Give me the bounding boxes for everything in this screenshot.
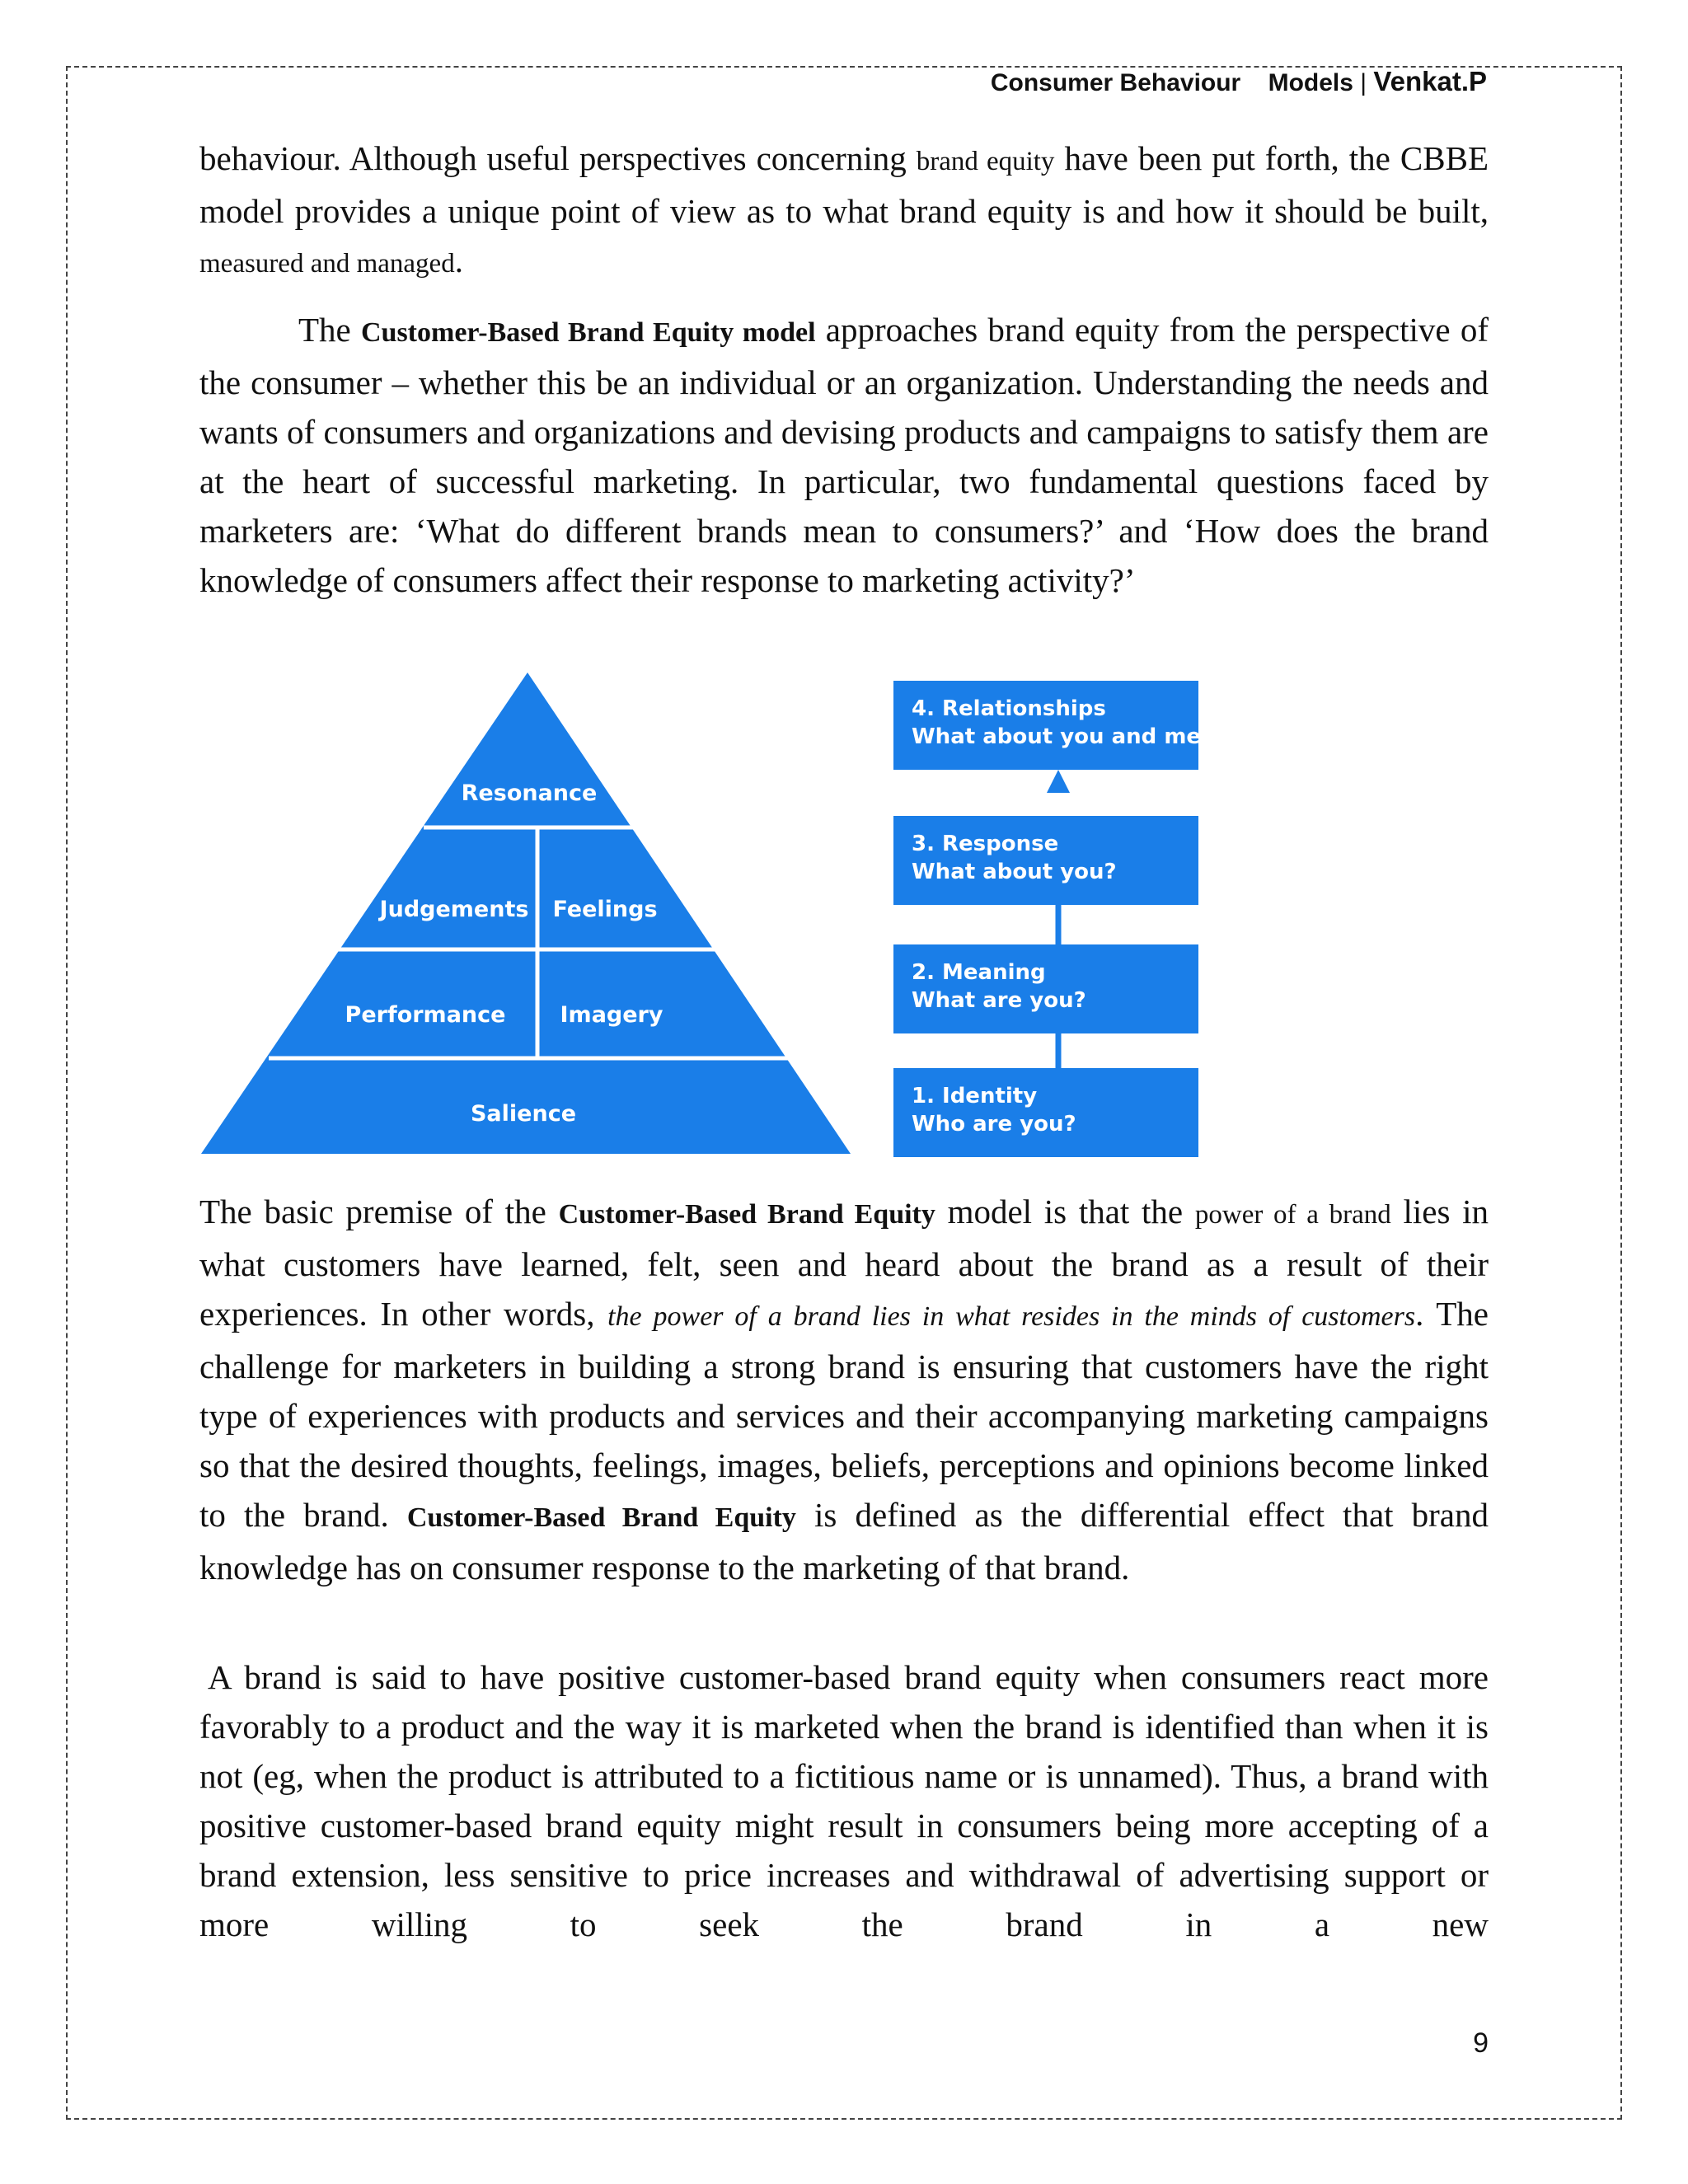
step-title-response: 3. Response [912, 832, 1059, 856]
step-title-meaning: 2. Meaning [912, 960, 1046, 985]
pyramid-judgements: Judgements [379, 897, 529, 922]
p1-measured-managed: measured and managed [199, 249, 455, 279]
p1-text-5: . [454, 241, 463, 279]
p1-text-3: have been put forth, the CBBE model provides a unique point of view as to what brand equity is and how it should be built, [199, 139, 1489, 230]
p3-text-9: is defined as the differential effect that brand knowledge has on consumer response to the marketing of that brand. [199, 1496, 1489, 1586]
p2-text-3: approaches brand equity from the perspective of the consumer – whether this be an individual or an organization. Understanding the needs and wants of consumers and organizations and devising products and campaigns to satisfy them are at the heart of successful marketing. In particular, two fundamental questions faced by marketers are: ‘What do different brands mean to consumers?’ and ‘How does the brand knowledge of consumers affect their response to marketing activity?’ [199, 311, 1489, 599]
p3-text-5: lies in what customers have learned, felt, seen and heard about the brand as a result of their experiences. In other words, [199, 1193, 1489, 1333]
cbbe-pyramid [201, 673, 851, 1154]
step-question-response: What about you? [912, 860, 1117, 884]
p3-cbbe: Customer-Based Brand Equity [558, 1199, 935, 1230]
step-title-identity: 1. Identity [912, 1084, 1038, 1108]
header-title: Consumer Behaviour [990, 69, 1241, 96]
step-question-identity: Who are you? [912, 1112, 1076, 1137]
step-title-relationships: 4. Relationships [912, 696, 1106, 721]
header-separator: | [1360, 69, 1367, 96]
p1-text-1: behaviour. Although useful perspectives concerning [199, 139, 917, 177]
p3-text-1: The basic premise of the [199, 1193, 559, 1230]
page-header [991, 66, 1487, 97]
cbbe-figure [199, 669, 1205, 1168]
p3-power-of-brand: power of a brand [1194, 1200, 1391, 1230]
pyramid-salience: Salience [470, 1101, 577, 1127]
p3-italic-quote: the power of a brand lies in what resides in the minds of customers [607, 1301, 1416, 1332]
pyramid-imagery: Imagery [560, 1002, 663, 1028]
p1-brand-equity: brand equity [916, 147, 1055, 176]
p3-cbbe-2: Customer-Based Brand Equity [406, 1502, 796, 1533]
cbbe-steps [893, 681, 1205, 1157]
arrow-up-icon [1047, 770, 1070, 793]
header-author: Venkat.P [1373, 66, 1487, 96]
paragraph-4 [199, 1652, 1489, 1949]
pyramid-performance: Performance [345, 1002, 506, 1028]
pyramid-resonance: Resonance [461, 780, 598, 806]
pyramid-feelings: Feelings [552, 897, 658, 922]
paragraph-3 [199, 1187, 1489, 1592]
p2-cbbe-model: Customer-Based Brand Equity model [360, 317, 816, 348]
step-question-relationships: What about you and me? [912, 724, 1205, 749]
header-subtitle: Models [1268, 69, 1353, 96]
page-number: 9 [1473, 2027, 1489, 2059]
p3-text-3: model is that the [935, 1193, 1195, 1230]
step-question-meaning: What are you? [912, 988, 1086, 1013]
p3-text-7: . The challenge for marketers in building a strong brand is ensuring that customers have the right type of experiences with products and services and their accompanying marketing campaigns so that the desired thoughts, feelings, images, beliefs, perceptions and opinions become linked to the brand. [199, 1295, 1489, 1534]
p4-text: A brand is said to have positive customer-based brand equity when consumers react more favorably to a product and the way it is marketed when the brand is identified than when it is not (eg, when the product is attributed to a fictitious name or is unnamed). Thus, a brand with positive customer-based brand equity might result in consumers being more accepting of a brand extension, less sensitive to price increases and withdrawal of advertising support or more willing to seek the brand in a new [199, 1658, 1489, 1943]
p2-text-1: The [298, 311, 361, 349]
cbbe-diagram [199, 669, 1205, 1164]
paragraph-2 [199, 305, 1489, 605]
paragraph-1 [199, 134, 1489, 288]
